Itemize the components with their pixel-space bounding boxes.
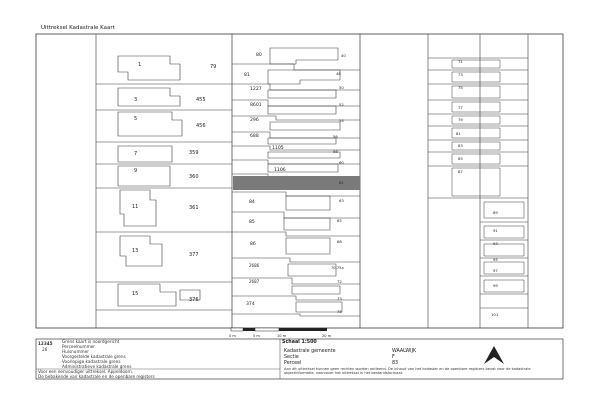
- parcel-number: 79: [210, 64, 217, 70]
- parcel-number: 688: [250, 134, 259, 139]
- house-number: 58: [333, 149, 338, 154]
- house-number: 75: [458, 85, 463, 90]
- house-number: 101: [491, 312, 499, 317]
- parcel-number: 15: [132, 291, 139, 297]
- parcel-number: 3: [134, 97, 138, 103]
- parcel-number: 456: [196, 123, 206, 129]
- house-number: 73: [458, 72, 463, 77]
- house-number: 70-75a: [331, 266, 344, 270]
- house-number: 91: [493, 228, 498, 233]
- parcel-number: 84: [249, 200, 255, 205]
- house-number: 56: [333, 134, 338, 139]
- scale-label: Schaal 1:500: [282, 340, 317, 345]
- footer-note: Aan dit uittreksel kunnen geen rechten worden ontleend. De inhoud van het kadaster en de openbare registers bevat voor de kadastrale objectinformatie, voorzover het uittreksel in het bestandsformaat.: [284, 367, 531, 376]
- house-number: 72: [337, 279, 342, 284]
- house-number: 61: [339, 180, 344, 185]
- gemeente-value: WAALWIJK: [392, 349, 417, 354]
- house-number: 79: [458, 117, 463, 122]
- parcel-number: 5: [134, 116, 138, 122]
- gemeente-label: Kadastrale gemeente: [284, 349, 336, 354]
- legend-code: 12345: [38, 341, 53, 346]
- house-number: 89: [493, 210, 498, 215]
- parcel-number: 9: [134, 168, 138, 174]
- parcel-number: 296: [250, 118, 259, 123]
- perceel-label: Perceel: [284, 361, 302, 366]
- house-number: 68: [337, 239, 342, 244]
- legend-item: Voorlopige kadastrale grens: [62, 358, 121, 364]
- legend-item: Administratieve kadastrale grens: [62, 363, 132, 369]
- scale-tick: 5 m: [253, 334, 260, 338]
- parcel-number: 1105: [272, 146, 284, 151]
- parcel-number: 377: [189, 252, 199, 258]
- parcel-number: 1227: [250, 87, 262, 92]
- house-number: 52: [339, 102, 344, 107]
- house-number: 54: [339, 118, 344, 123]
- legend-item: Grens kaart is noordgericht: [62, 339, 120, 344]
- parcel-number: 376: [189, 297, 199, 303]
- parcel-number: 85: [249, 220, 255, 225]
- legend-item: Huisnummer: [62, 348, 89, 354]
- house-number: 60: [339, 160, 344, 165]
- house-number: 87: [458, 169, 463, 174]
- house-number: 73: [337, 296, 342, 301]
- house-number: 83: [458, 143, 463, 148]
- parcel-number: 374: [246, 302, 255, 307]
- parcel-number: 8601: [250, 103, 262, 108]
- parcel-number: 11: [132, 204, 139, 210]
- house-number: 95: [493, 257, 498, 262]
- house-number: 75: [337, 309, 342, 314]
- parcel-number: 1: [138, 62, 142, 68]
- sectie-value: F: [392, 355, 395, 360]
- house-number: 81: [456, 131, 461, 136]
- perceel-value: 83: [392, 361, 399, 366]
- house-number: 40: [341, 53, 346, 58]
- legend-item: Voorgestelde kadastrale grens: [62, 353, 126, 359]
- legend-list: [62, 340, 131, 369]
- parcel-number: 359: [189, 150, 199, 156]
- map-title: Uittreksel Kadastrale Kaart: [41, 25, 115, 31]
- parcel-number: 2687: [249, 279, 260, 284]
- scale-tick: 20 m: [322, 334, 332, 338]
- parcel-number: 2686: [249, 263, 260, 268]
- house-number: 97: [493, 268, 498, 273]
- parcel-number: 455: [196, 97, 206, 103]
- legend-note-line: Voor een eenvoudiger uittreksel, Appeldoorn.: [38, 369, 134, 374]
- scale-bar: [229, 328, 332, 338]
- left-block-parcels: [96, 56, 232, 310]
- parcel-number: 80: [256, 53, 262, 58]
- parcel-number: 13: [132, 248, 139, 254]
- scale-tick: 0 m: [229, 334, 236, 338]
- parcel-number: 86: [250, 242, 256, 247]
- house-number: 50: [339, 85, 344, 90]
- parcel-number: 7: [134, 151, 138, 157]
- scale-tick: 10 m: [277, 334, 287, 338]
- house-number: 93: [493, 241, 498, 246]
- legend-item: Perceelnummer: [62, 343, 95, 349]
- house-number: 99: [493, 283, 498, 288]
- house-number: 77: [458, 105, 463, 110]
- house-number: 71: [458, 59, 463, 64]
- legend-note: [38, 370, 155, 380]
- legend-code: 26: [42, 347, 48, 352]
- legend-note-line: De bebakende van kadastrale en de openbare registers: [38, 373, 155, 379]
- north-arrow-icon: [484, 346, 504, 364]
- house-number: 85: [458, 156, 463, 161]
- parcel-number: 361: [189, 205, 199, 211]
- right-block-parcels: [428, 58, 528, 308]
- parcel-number: 360: [189, 174, 199, 180]
- parcel-number: 1106: [274, 168, 286, 173]
- sectie-label: Sectie: [284, 355, 299, 360]
- house-number: 65: [337, 218, 342, 223]
- house-number: 48: [336, 71, 341, 76]
- parcel-number: 81: [244, 73, 250, 78]
- house-number: 63: [339, 198, 344, 203]
